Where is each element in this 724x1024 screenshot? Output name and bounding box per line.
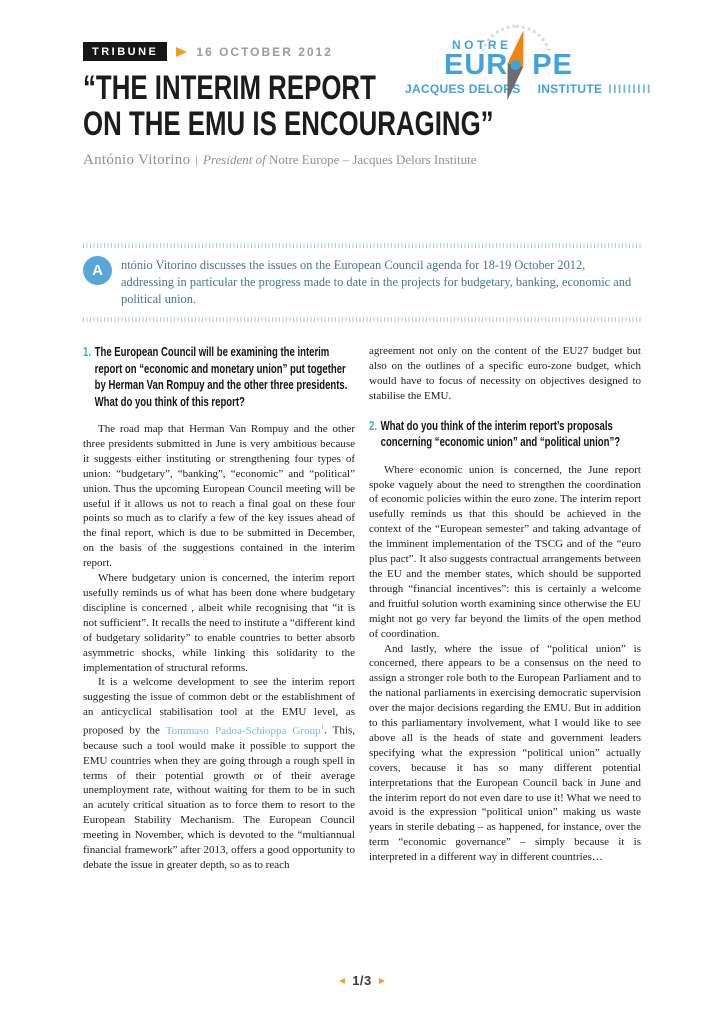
- paragraph-text: It is a welcome development to see the interim report suggesting the issue of common debt or the establishment of an anticyclical stabilisation tool at the EMU level, as proposed by the: [83, 676, 355, 737]
- question-2-heading: [369, 418, 641, 451]
- right-column: [369, 344, 641, 873]
- article-columns: [83, 344, 641, 873]
- logo-tick-marks: IIIIIIIII: [608, 82, 652, 96]
- footnote-marker: 1: [320, 723, 325, 732]
- lead-summary-box: [83, 243, 641, 322]
- author-organization: Notre Europe – Jacques Delors Institute: [268, 152, 477, 167]
- author-name: António Vitorino: [83, 152, 191, 168]
- question-1-number: 1.: [83, 344, 91, 359]
- arrow-right-icon: [176, 47, 187, 57]
- question-2-number: 2.: [369, 417, 377, 433]
- logo-jacques-delors: JACQUES DELORS: [405, 82, 521, 96]
- paragraph-text: . This, because such a tool would make it possible to support the EMU countries when they are going through a rough spell in terms of their potential growth or of their average unemployment rate, without waiting for them to be in such an acutely critical situation as to force them to resort to the European Stability Mechanism. The European Council meeting in November, which is devoted to the “multiannual financial framework” after 2013, offers a good opportunity to debate the issue in greater depth, so as to reach: [83, 724, 355, 871]
- paragraph: Where economic union is concerned, the June report spoke vaguely about the need to strengthen the coordination of economic policies within the euro zone. The interim report usefully reminds us that this should be achieved in the context of the “European semester” and taking advantage of the imminent implementation of the TSCG and of the “euro plus pact”. It also suggests contractual arrangements between the EU and the member states, which should be supported through “financial incentives”: this is certainly a welcome and fruitful solution worth examining since otherwise the EU might not go very far beyond the limits of the open method of coordination.: [369, 463, 641, 640]
- tps-group-link[interactable]: Tommaso Padoa-Schioppa Group$^1$: [165, 723, 325, 737]
- tribune-badge: TRIBUNE: [83, 42, 167, 61]
- logo-europe-text: [395, 49, 609, 81]
- question-1-heading: [83, 344, 355, 410]
- page-indicator: [0, 973, 724, 988]
- author-line: [83, 152, 641, 169]
- dropcap-circle: A: [83, 256, 112, 285]
- paragraph: The road map that Herman Van Rompuy and the other three presidents submitted in June is very ambitious because it suggests either instituting or strengthening four types of union: “budgetary”, “banking”, “economic” and “political” union. Thus the upcoming European Council meeting will be useful if it allows us not to reach a final goal on these four points so much as to clarify a few of the key issues ahead of the final report, which is due to be submitted in December, on the basis of the suggestions contained in the interim report.: [83, 423, 355, 570]
- question-2-text: What do you think of the interim report’s proposals concerning “economic union” and “political union”?: [380, 417, 621, 450]
- paragraph: agreement not only on the content of the EU27 budget but also on the outlines of a specific euro-zone budget, which would have to focus of necessity on objectives designed to stabilise the EMU.: [369, 345, 641, 402]
- lead-body: [83, 248, 641, 317]
- logo-pe: PE: [532, 49, 573, 81]
- paragraph: Where budgetary union is concerned, the interim report usefully reminds us of what has been done where budgetary discipline is concerned , albeit while recognising that “it is not sufficient”. It recalls the need to institute a “different kind of budgetary solidarity” to enable countries to better absorb asymmetric shocks, while linking this solidarity to the implementation of structural reforms.: [83, 572, 355, 674]
- paragraph: And lastly, where the issue of “political union” is concerned, there appears to be a consensus on the need to assign a stronger role both to the European Parliament and to the national parliaments in exercising democratic supervision over the major decisions regarding the EMU. But in addition to this parliamentary involvement, what I would like to see above all is the heads of state and government leaders specifying what the expression “political union” actually covers, because it has so many different potential interpretations that the European Council back in June and the interim report do not even dare to use it! What we need to avoid is the expression “political union” making us waste years in sterile debating – as happened, for instance, over the term “economic governance” – simply because it is interpreted in a different way in different countries…: [369, 642, 641, 864]
- author-separator: |: [195, 152, 198, 167]
- logo-eur: EUR: [444, 49, 509, 81]
- next-page-arrow-icon: [379, 978, 385, 984]
- paragraph: [83, 675, 355, 872]
- author-role: President of: [203, 152, 266, 167]
- title-line-1: “THE INTERIM REPORT: [83, 69, 376, 107]
- lead-bottom-border: [83, 317, 641, 322]
- previous-page-arrow-icon: [339, 978, 345, 984]
- left-column: [83, 344, 355, 873]
- publication-date: 16 OCTOBER 2012: [196, 44, 333, 59]
- notre-europe-logo: [395, 38, 652, 118]
- page-number: 1/3: [352, 973, 372, 988]
- logo-institute-text: INSTITUTE: [537, 82, 603, 96]
- logo-notre-text: NOTRE: [452, 38, 512, 52]
- question-1-text: The European Council will be examining the interim report on “economic and monetary union” put together by Herman Van Rompuy and the other three presidents. What do you think of this report?: [94, 344, 348, 409]
- title-line-2: ON THE EMU IS ENCOURAGING”: [83, 105, 494, 143]
- lead-text: ntónio Vitorino discusses the issues on the European Council agenda for 18-19 October 2012, addressing in particular the progress made to date in the projects for budgetary, banking, economic and political union.: [121, 258, 632, 306]
